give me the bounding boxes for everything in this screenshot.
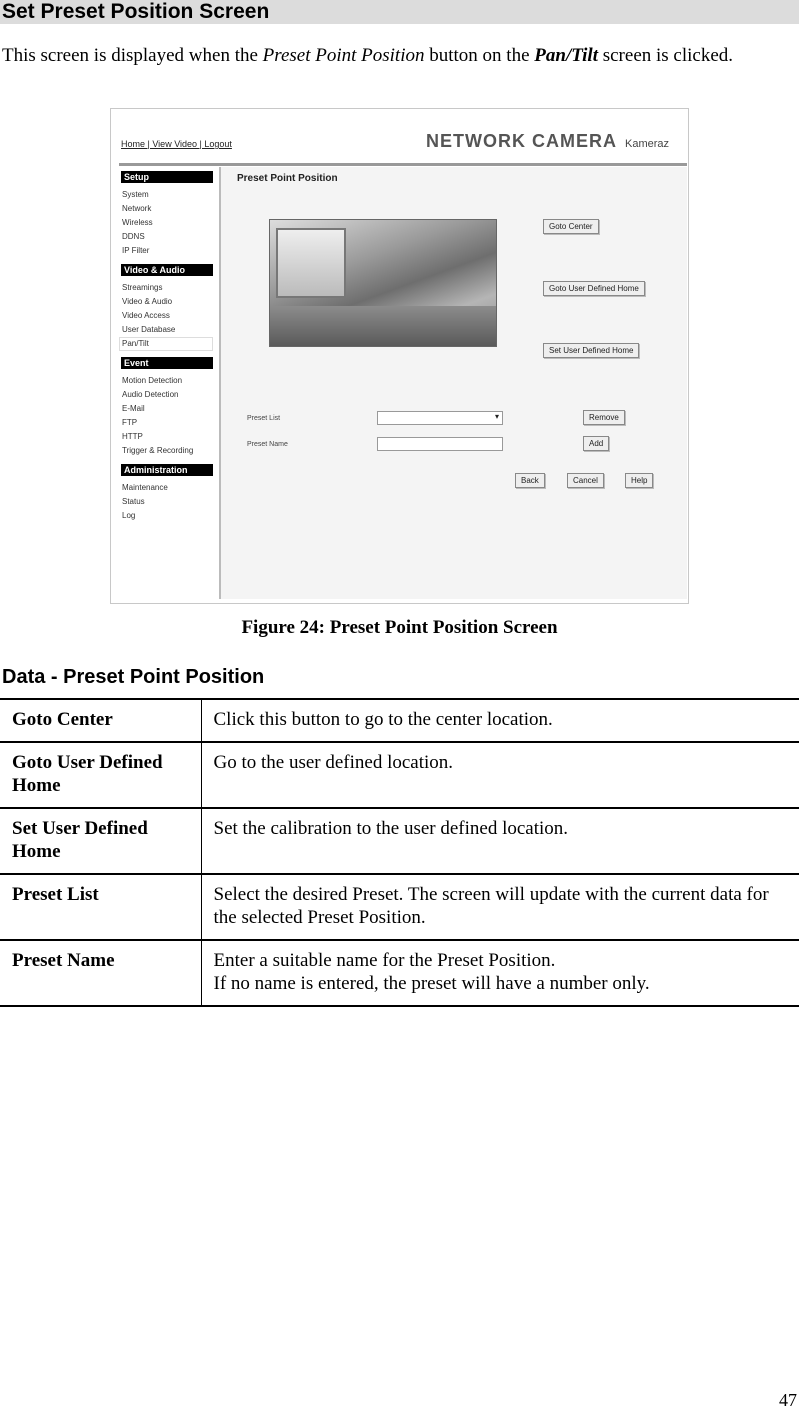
term-cell: Preset List: [0, 874, 201, 940]
top-links[interactable]: Home | View Video | Logout: [121, 139, 232, 149]
goto-user-home-button[interactable]: Goto User Defined Home: [543, 281, 645, 296]
header-divider: [119, 163, 687, 166]
sidebar-item-user-database[interactable]: User Database: [122, 325, 176, 334]
content-panel: [219, 167, 687, 599]
desc-line-2: If no name is entered, the preset will have a number only.: [213, 973, 650, 994]
remove-button[interactable]: Remove: [583, 410, 625, 425]
preset-list-select[interactable]: [377, 411, 503, 425]
preset-name-label: Preset Name: [247, 441, 288, 448]
sidebar-item-motion-detection[interactable]: Motion Detection: [122, 376, 183, 385]
sidebar-item-streamings[interactable]: Streamings: [122, 283, 163, 292]
cancel-button[interactable]: Cancel: [567, 473, 604, 488]
page-number: 47: [779, 1390, 797, 1410]
intro-preset-point-position: Preset Point Position: [262, 45, 425, 66]
set-user-home-button[interactable]: Set User Defined Home: [543, 343, 639, 358]
preview-floor-shape: [270, 306, 496, 346]
sidebar-item-trigger-recording[interactable]: Trigger & Recording: [122, 446, 194, 455]
table-row: [0, 808, 799, 874]
back-button[interactable]: Back: [515, 473, 545, 488]
figure-screenshot: [110, 108, 689, 604]
add-button[interactable]: Add: [583, 436, 609, 451]
sidebar-item-email[interactable]: E-Mail: [122, 404, 145, 413]
sidebar: [119, 171, 219, 601]
sidebar-item-ddns[interactable]: DDNS: [122, 232, 145, 241]
term-cell: Goto User Defined Home: [0, 742, 201, 808]
sidebar-item-pan-tilt[interactable]: Pan/Tilt: [119, 337, 213, 351]
intro-text-1: This screen is displayed when the: [2, 45, 263, 66]
preset-name-input[interactable]: [377, 437, 503, 451]
sidebar-group-event: [119, 357, 219, 458]
sidebar-item-status[interactable]: Status: [122, 497, 145, 506]
intro-paragraph: [2, 44, 792, 68]
figure-caption: Figure 24: Preset Point Position Screen: [241, 617, 558, 638]
sidebar-item-video-access[interactable]: Video Access: [122, 311, 170, 320]
sidebar-group-setup: [119, 171, 219, 258]
sidebar-header: Video & Audio: [121, 264, 213, 276]
section-title: Set Preset Position Screen: [0, 0, 799, 24]
content-title: Preset Point Position: [237, 173, 338, 184]
goto-center-button[interactable]: Goto Center: [543, 219, 599, 234]
sidebar-item-log[interactable]: Log: [122, 511, 136, 520]
help-button[interactable]: Help: [625, 473, 653, 488]
brand-title: NETWORK CAMERA: [426, 131, 617, 151]
sidebar-header: Setup: [121, 171, 213, 183]
desc-cell: [201, 940, 799, 1006]
sidebar-item-audio-detection[interactable]: Audio Detection: [122, 390, 179, 399]
sidebar-item-http[interactable]: HTTP: [122, 432, 143, 441]
sidebar-item-system[interactable]: System: [122, 190, 149, 199]
table-row: [0, 699, 799, 742]
desc-cell: Go to the user defined location.: [201, 742, 799, 808]
desc-cell: Select the desired Preset. The screen will update with the current data for the selected Preset Position.: [201, 874, 799, 940]
table-row: [0, 940, 799, 1006]
preview-window-shape: [276, 228, 346, 298]
preset-list-label: Preset List: [247, 415, 281, 422]
desc-cell: Set the calibration to the user defined location.: [201, 808, 799, 874]
sidebar-item-video-audio[interactable]: Video & Audio: [122, 297, 173, 306]
intro-text-2: button on the: [424, 45, 535, 66]
camera-preview-image: [269, 219, 497, 347]
sidebar-item-ftp[interactable]: FTP: [122, 418, 138, 427]
desc-line-1: Enter a suitable name for the Preset Position.: [213, 950, 556, 971]
desc-cell: Click this button to go to the center location.: [201, 699, 799, 742]
table-row: [0, 874, 799, 940]
sidebar-header: Event: [121, 357, 213, 369]
data-heading: Data - Preset Point Position: [2, 666, 265, 688]
intro-pan-tilt: Pan/Tilt: [534, 45, 598, 66]
sidebar-header: Administration: [121, 464, 213, 476]
sidebar-item-ip-filter[interactable]: IP Filter: [122, 246, 150, 255]
chevron-down-icon: ▾: [494, 412, 499, 421]
sidebar-item-network[interactable]: Network: [122, 204, 152, 213]
table-row: [0, 742, 799, 808]
term-cell: Goto Center: [0, 699, 201, 742]
sidebar-group-administration: [119, 464, 219, 523]
term-cell: Set User Defined Home: [0, 808, 201, 874]
sidebar-group-video-audio: [119, 264, 219, 351]
brand-logo: Kameraz: [625, 138, 670, 150]
sidebar-item-maintenance[interactable]: Maintenance: [122, 483, 168, 492]
intro-text-3: screen is clicked.: [597, 45, 734, 66]
sidebar-item-wireless[interactable]: Wireless: [122, 218, 153, 227]
term-cell: Preset Name: [0, 940, 201, 1006]
data-table: [0, 698, 799, 1007]
